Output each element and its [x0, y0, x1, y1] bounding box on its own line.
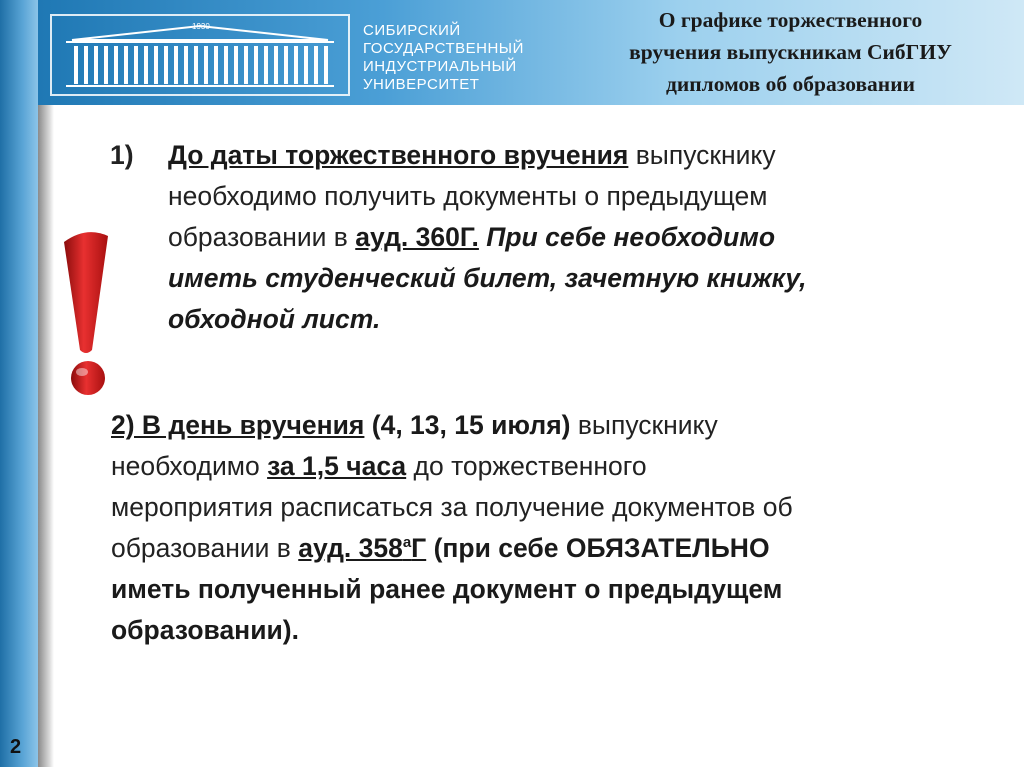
university-name-line: ГОСУДАРСТВЕННЫЙ [363, 40, 524, 57]
left-shadow [38, 105, 54, 767]
page-number: 2 [10, 736, 22, 758]
university-logo [50, 14, 350, 96]
item1-note: При себе необходимо [486, 222, 776, 252]
slide-title-line: дипломов об образовании [666, 72, 915, 96]
item2-note: иметь полученный ранее документ о предыдущем [111, 574, 783, 604]
item2-dates: (4, 13, 15 июля) [364, 410, 571, 440]
item1-note: обходной лист. [168, 304, 381, 334]
item2-line3: мероприятия расписаться за получение документов об [111, 492, 793, 522]
logo-year: 1930 [192, 22, 210, 31]
slide-title-line: вручения выпускникам СибГИУ [629, 40, 952, 64]
item2-room: ауд. 358 [298, 533, 403, 563]
exclamation-mark-icon [58, 228, 114, 398]
item2-text: до торжественного [406, 451, 647, 481]
item1-line3: образовании в [168, 222, 356, 252]
item1-heading: До даты торжественного вручения [168, 140, 629, 170]
item2-text: необходимо [111, 451, 268, 481]
item2-text: образовании в [111, 533, 299, 563]
item2-room-letter: Г [411, 533, 427, 563]
item1-note: иметь студенческий билет, зачетную книжку, [168, 263, 807, 293]
item2-time: за 1,5 часа [267, 451, 407, 481]
item2-paragraph [111, 405, 991, 651]
item1-paragraph [168, 135, 988, 340]
left-accent-strip [0, 0, 38, 767]
item1-number: 1) [110, 140, 134, 170]
university-name [363, 22, 524, 94]
slide-header [38, 0, 1024, 105]
item2-note: (при себе ОБЯЗАТЕЛЬНО [426, 533, 770, 563]
university-name-line: СИБИРСКИЙ [363, 22, 461, 39]
item2-heading: 2) В день вручения [111, 410, 365, 440]
slide-title-line: О графике торжественного [658, 8, 923, 32]
slide-title [563, 4, 1018, 100]
item2-note: образовании). [111, 615, 299, 645]
university-name-line: УНИВЕРСИТЕТ [363, 76, 480, 93]
university-name-line: ИНДУСТРИАЛЬНЫЙ [363, 58, 517, 75]
item1-room: ауд. 360Г. [355, 222, 479, 252]
item2-text: выпускнику [570, 410, 718, 440]
item2-room-sup: а [402, 534, 412, 551]
item1-text: выпускнику [628, 140, 776, 170]
item1-line2: необходимо получить документы о предыдущем [168, 181, 768, 211]
